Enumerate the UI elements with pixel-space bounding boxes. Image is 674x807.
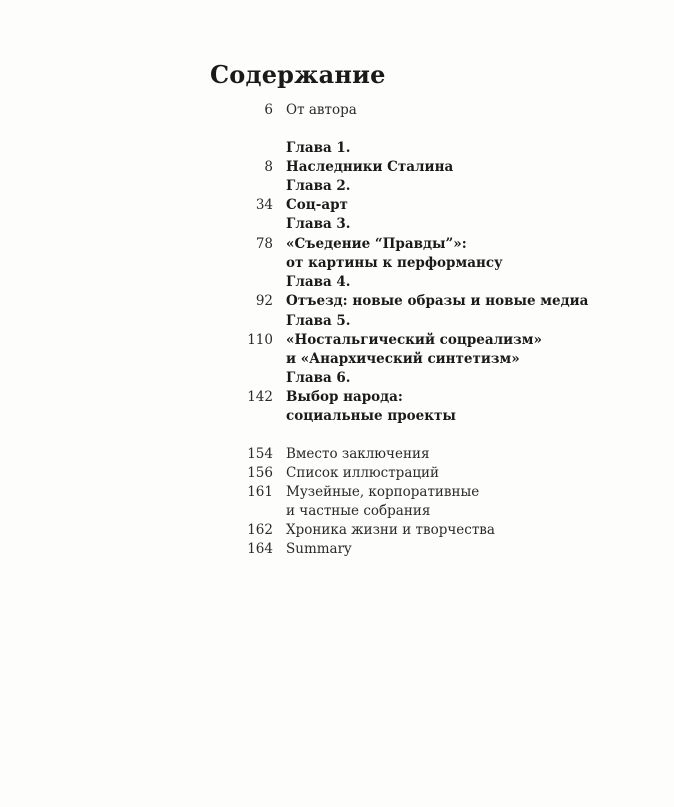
toc-chapter-label: Глава 4.	[286, 274, 351, 290]
toc-entry-text: и частные собрания	[286, 503, 431, 519]
toc-chapter-label: Глава 6.	[286, 370, 351, 386]
toc-page-number: 156	[247, 465, 273, 481]
toc-entry	[0, 464, 674, 483]
toc-entry	[0, 388, 674, 407]
toc-entry-text: Список иллюстраций	[286, 465, 440, 481]
toc-page-number: 34	[255, 197, 273, 213]
toc-entry-text: от картины к перформансу	[286, 255, 503, 271]
toc-entry-text: От автора	[286, 102, 357, 118]
toc-page-number: 78	[255, 236, 273, 252]
toc-entry	[0, 273, 674, 292]
toc-page-number: 8	[264, 159, 273, 175]
toc-entry	[0, 502, 674, 521]
toc-entry-text: Хроника жизни и творчества	[286, 522, 495, 538]
toc-entry	[0, 215, 674, 234]
toc-page-number: 6	[264, 102, 273, 118]
toc-entry-text: социальные проекты	[286, 408, 456, 424]
toc-page-number: 161	[247, 484, 273, 500]
toc-entry-text: «Ностальгический соцреализм»	[286, 332, 542, 348]
toc-chapter-label: Глава 5.	[286, 313, 351, 329]
toc-entry	[0, 521, 674, 540]
toc-page-number: 92	[255, 293, 273, 309]
toc-page-number: 142	[247, 389, 273, 405]
toc-chapter-label: Глава 2.	[286, 178, 351, 194]
toc-entry	[0, 101, 674, 120]
toc-entry	[0, 312, 674, 331]
toc-entry	[0, 369, 674, 388]
toc-entry-text: Выбор народа:	[286, 389, 403, 405]
toc-chapter-label: Глава 1.	[286, 140, 351, 156]
toc-entry	[0, 407, 674, 426]
toc-entry-text: Summary	[286, 541, 352, 557]
toc-entry	[0, 350, 674, 369]
toc-entry	[0, 483, 674, 502]
toc-entry-text: Вместо заключения	[286, 446, 430, 462]
toc-entry	[0, 139, 674, 158]
toc-entry	[0, 177, 674, 196]
toc-entry	[0, 292, 674, 311]
toc-entry-text: Музейные, корпоративные	[286, 484, 480, 500]
page-title: Содержание	[210, 60, 386, 89]
toc-page-number: 164	[247, 541, 273, 557]
toc-entry-text: Наследники Сталина	[286, 159, 454, 175]
toc-entry	[0, 254, 674, 273]
toc-entry	[0, 445, 674, 464]
toc-entry	[0, 235, 674, 254]
toc-entry-text: «Съедение “Правды”»:	[286, 236, 467, 252]
toc-entry-text: Соц-арт	[286, 197, 348, 213]
toc-entry	[0, 158, 674, 177]
toc-chapter-label: Глава 3.	[286, 216, 351, 232]
toc-page-number: 162	[247, 522, 273, 538]
toc-entry	[0, 196, 674, 215]
toc-entry	[0, 331, 674, 350]
toc-page-number: 110	[247, 332, 273, 348]
toc-entry-text: и «Анархический синтетизм»	[286, 351, 520, 367]
toc-entry-text: Отъезд: новые образы и новые медиа	[286, 293, 589, 309]
toc-page-number: 154	[247, 446, 273, 462]
toc-entry	[0, 540, 674, 559]
